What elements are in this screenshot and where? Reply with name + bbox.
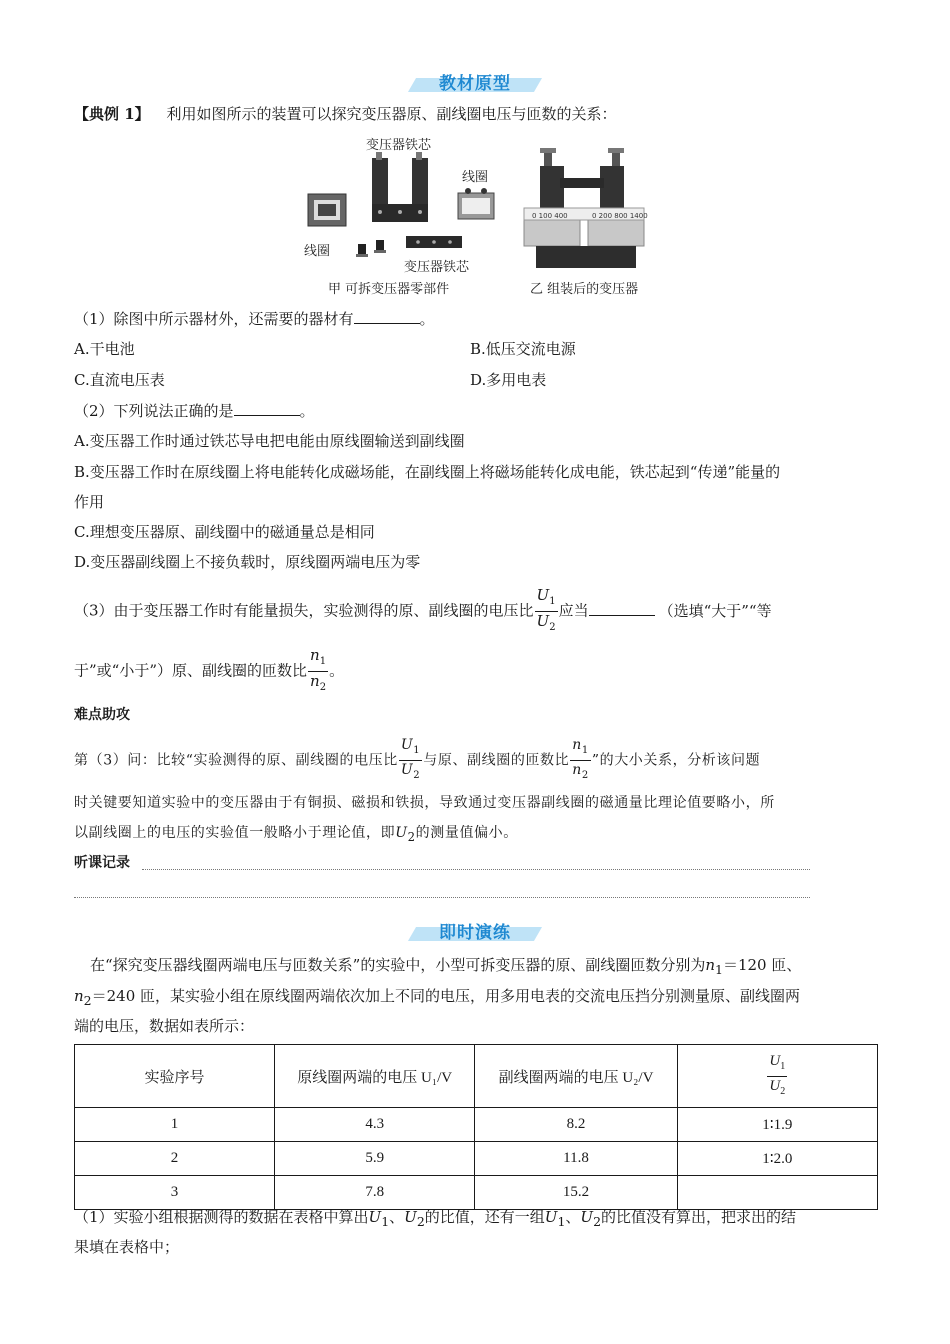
cell: 2 [75, 1142, 275, 1176]
hint-l1a: 第（3）问：比较“实验测得的原、副线圈的电压比 [74, 752, 398, 769]
frac-n1-n2: $\frac{n_1}{n_2}$ [310, 646, 327, 693]
q2-blank [234, 401, 300, 416]
q2-option-c: C.理想变压器原、副线圈中的磁通量总是相同 [74, 523, 375, 541]
banner-title: 教材原型 [439, 74, 511, 94]
coil-left-icon [308, 194, 346, 226]
cell: 1∶1.9 [677, 1108, 877, 1142]
banner-ribbon [412, 72, 538, 96]
cell: 11.8 [475, 1142, 677, 1176]
cell: 5.9 [275, 1142, 475, 1176]
hint-frac-n: $\frac{n_1}{n_2}$ [572, 737, 589, 781]
u-core-icon [372, 152, 428, 222]
data-table [74, 1044, 878, 1210]
screws-icon [356, 240, 386, 257]
caption-a: 甲 可拆变压器零部件 [328, 282, 450, 297]
exercise-line1: 在“探究变压器线圈两端电压与匝数关系”的实验中，小型可拆变压器的原、副线圈匝数分别为$n_1=120$ 匝、 [90, 956, 802, 977]
section-banner-textbook [0, 68, 950, 98]
header-ratio: $\frac{U_1}{U_2}$ [677, 1045, 877, 1108]
assembled-transformer-icon [524, 148, 648, 268]
table-row [75, 1108, 878, 1142]
caption-b: 乙 组装后的变压器 [530, 282, 639, 297]
q3-line2 [74, 646, 344, 697]
exercise-line3: 端的电压，数据如表所示： [74, 1017, 255, 1035]
q3-line1 [74, 586, 772, 637]
q2-option-a: A.变压器工作时通过铁芯导电把电能由原线圈输送到副线圈 [74, 432, 465, 450]
label-core-top: 变压器铁芯 [366, 138, 432, 153]
cell: 1 [75, 1108, 275, 1142]
q3-part3: （选填“大于”“等 [658, 601, 772, 620]
notes-line-1 [142, 869, 810, 870]
cell: 8.2 [475, 1108, 677, 1142]
label-core-bottom: 变压器铁芯 [404, 260, 470, 275]
example-label: 【典例 1】 [74, 105, 150, 123]
hint-l1c: ”的大小关系，分析该问题 [591, 752, 761, 769]
table-row [75, 1142, 878, 1176]
q3-part1: （3）由于变压器工作时有能量损失，实验测得的原、副线圈的电压比 [74, 601, 534, 620]
transformer-illustration [300, 138, 660, 298]
q1-option-b: B.低压交流电源 [470, 340, 576, 358]
example-intro: 利用如图所示的装置可以探究变压器原、副线圈电压与匝数的关系： [166, 105, 617, 123]
banner-ribbon-2 [412, 921, 538, 945]
hint-line1 [74, 736, 760, 785]
table-row [75, 1176, 878, 1210]
q3-part4: 于”或“小于”）原、副线圈的匝数比 [74, 661, 308, 680]
hint-frac-u: $\frac{U_1}{U_2}$ [400, 737, 421, 781]
q2-suffix: 。 [299, 402, 315, 420]
hint-title: 难点助攻 [74, 707, 130, 723]
cell: 4.3 [275, 1108, 475, 1142]
transformer-figure [300, 138, 660, 298]
q1-option-d: D.多用电表 [470, 371, 547, 389]
section-banner-practice [0, 917, 950, 947]
example-intro-line [74, 103, 616, 125]
header-trial: 实验序号 [75, 1045, 275, 1108]
core-bar-icon [406, 236, 462, 248]
q2-prefix: （2）下列说法正确的是 [74, 402, 234, 420]
coil-right-icon [458, 188, 494, 219]
header-u1: 原线圈两端的电压 U₁/V [275, 1045, 475, 1108]
cell: 1∶2.0 [677, 1142, 877, 1176]
notes-label: 听课记录 [74, 855, 130, 871]
notes-line-2 [74, 897, 810, 898]
cell-blank[interactable] [677, 1176, 877, 1210]
hint-line3: 以副线圈上的电压的实验值一般略小于理论值，即$U_2$的测量值偏小。 [74, 825, 518, 844]
q2-line [74, 400, 315, 422]
q3-blank [589, 601, 655, 616]
banner-title-2: 即时演练 [439, 923, 511, 943]
ex-q1-line1: （1）实验小组根据测得的数据在表格中算出$U_1$、$U_2$的比值，还有一组$U_1$、$U_2$的比值没有算出，把求出的结 [74, 1208, 797, 1229]
q3-part2: 应当 [558, 601, 589, 620]
q1-suffix: 。 [419, 310, 435, 328]
q1-option-c: C.直流电压表 [74, 371, 165, 389]
ex-q1-line2: 果填在表格中； [74, 1238, 180, 1256]
cell: 7.8 [275, 1176, 475, 1210]
q2-option-d: D.变压器副线圈上不接负载时，原线圈两端电压为零 [74, 553, 421, 571]
frac-u1-u2: $\frac{U_1}{U_2}$ [536, 586, 556, 633]
q2-option-b-line1: B.变压器工作时在原线圈上将电能转化成磁场能，在副线圈上将磁场能转化成电能，铁芯起到“传递”能量的 [74, 463, 781, 481]
cell: 3 [75, 1176, 275, 1210]
label-coil-left: 线圈 [304, 244, 331, 259]
scale-left: 0 100 400 [532, 212, 568, 220]
q1-blank [354, 309, 420, 324]
scale-right: 0 200 800 1400 [592, 212, 648, 220]
label-coil-right: 线圈 [462, 170, 489, 185]
header-u2: 副线圈两端的电压 U₂/V [475, 1045, 677, 1108]
q1-prefix: （1）除图中所示器材外，还需要的器材有 [74, 310, 354, 328]
q1-option-a: A.干电池 [74, 340, 135, 358]
hint-l1b: 与原、副线圈的匝数比 [423, 752, 570, 769]
q2-option-b-line2: 作用 [74, 493, 105, 511]
q1-line [74, 308, 435, 330]
hint-line2: 时关键要知道实验中的变压器由于有铜损、磁损和铁损，导致通过变压器副线圈的磁通量比理论值要略小，所 [74, 795, 775, 811]
cell: 15.2 [475, 1176, 677, 1210]
exercise-line2: $n_2=240$ 匝，某实验小组在原线圈两端依次加上不同的电压，用多用电表的交流电压挡分别测量原、副线圈两 [74, 987, 801, 1008]
table-header-row [75, 1045, 878, 1108]
q3-part5: 。 [329, 661, 345, 680]
